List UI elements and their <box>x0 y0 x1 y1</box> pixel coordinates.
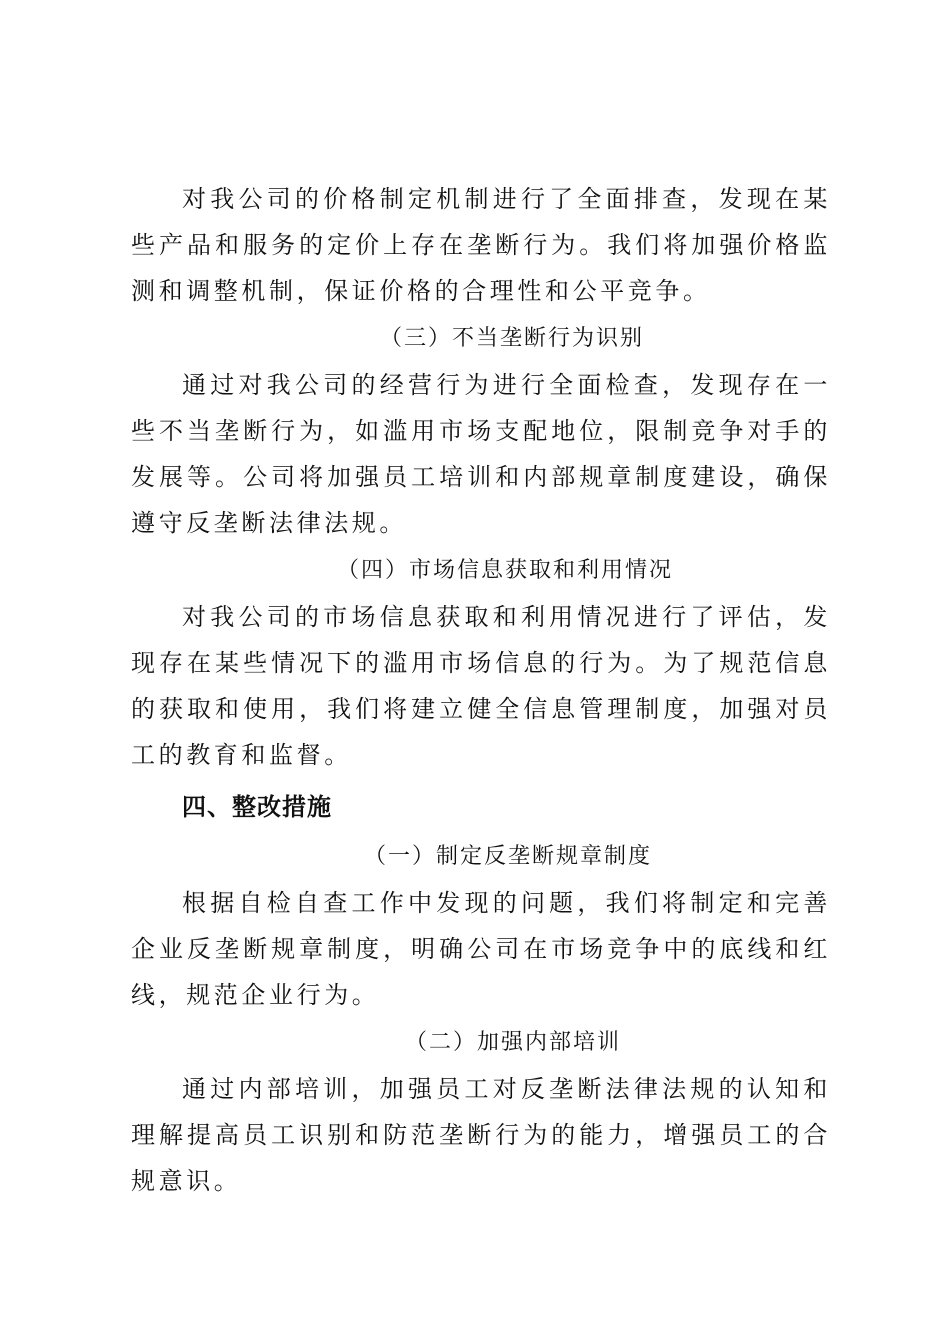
document-body <box>131 176 831 1204</box>
paragraph-training: 通过内部培训，加强员工对反垄断法律法规的认知和理解提高员工识别和防范垄断行为的能力，增强员工的合规意识。 <box>131 1075 831 1195</box>
paragraph-rules: 根据自检自查工作中发现的问题，我们将制定和完善企业反垄断规章制度，明确公司在市场竞争中的底线和红线，规范企业行为。 <box>131 889 831 1009</box>
paragraph-improper-monopoly: 通过对我公司的经营行为进行全面检查，发现存在一些不当垄断行为，如滥用市场支配地位，限制竞争对手的发展等。公司将加强员工培训和内部规章制度建设，确保遵守反垄断法律法规。 <box>131 371 831 537</box>
measure-title-rules: （一）制定反垄断规章制度 <box>364 844 653 869</box>
section-title-market-info: （四）市场信息获取和利用情况 <box>337 558 674 583</box>
paragraph-pricing: 对我公司的价格制定机制进行了全面排查，发现在某些产品和服务的定价上存在垄断行为。我们将加强价格监测和调整机制，保证价格的合理性和公平竞争。 <box>131 185 831 305</box>
measure-title-training: （二）加强内部培训 <box>405 1030 622 1055</box>
paragraph-market-info: 对我公司的市场信息获取和利用情况进行了评估，发现存在某些情况下的滥用市场信息的行为。为了规范信息的获取和使用，我们将建立健全信息管理制度，加强对员工的教育和监督。 <box>131 603 831 769</box>
section-title-improper-monopoly: （三）不当垄断行为识别 <box>380 326 645 351</box>
heading-rectification-measures: 四、整改措施 <box>182 793 332 821</box>
